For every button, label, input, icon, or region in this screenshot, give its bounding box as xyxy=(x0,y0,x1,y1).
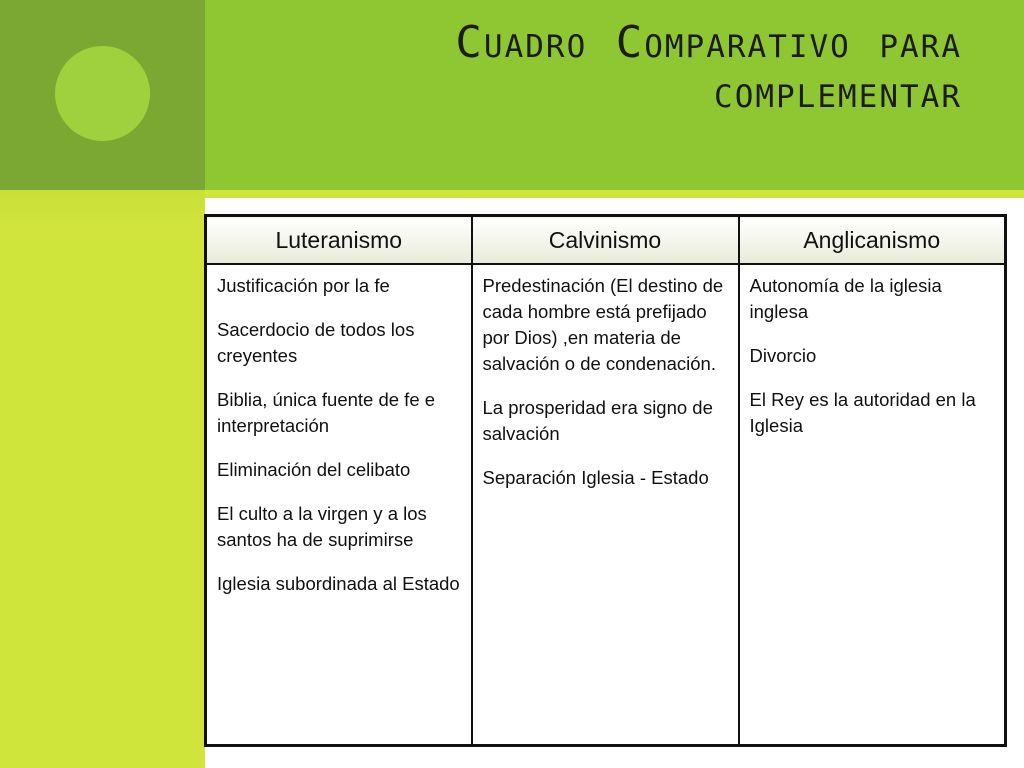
list-item: El Rey es la autoridad en la Iglesia xyxy=(749,389,976,436)
title-line-2: complementar xyxy=(714,67,962,118)
slide-title xyxy=(202,18,962,118)
header-luteranismo: Luteranismo xyxy=(206,216,472,265)
left-lime-band xyxy=(0,190,205,768)
list-item: El culto a la virgen y a los santos ha de suprimirse xyxy=(217,503,427,550)
lime-divider xyxy=(205,190,1024,198)
title-line-1: Cuadro Comparativo para xyxy=(455,17,962,68)
cell-calvinismo xyxy=(472,264,739,746)
table-header-row xyxy=(206,216,1006,265)
table-row xyxy=(206,264,1006,746)
list-item: Iglesia subordinada al Estado xyxy=(217,573,460,594)
list-item: Predestinación (El destino de cada hombre está prefijado por Dios) ,en materia de salvación o de condenación. xyxy=(482,275,724,374)
cell-anglicanismo xyxy=(739,264,1006,746)
header-anglicanismo: Anglicanismo xyxy=(739,216,1006,265)
cell-luteranismo xyxy=(206,264,472,746)
list-item: Biblia, única fuente de fe e interpretación xyxy=(217,389,436,436)
comparison-table-wrapper xyxy=(204,214,1004,747)
list-item: Justificación por la fe xyxy=(217,275,390,296)
list-item: La prosperidad era signo de salvación xyxy=(482,397,713,444)
list-item: Sacerdocio de todos los creyentes xyxy=(217,319,415,366)
list-item: Divorcio xyxy=(749,345,817,366)
header-calvinismo: Calvinismo xyxy=(472,216,739,265)
list-item: Autonomía de la iglesia inglesa xyxy=(749,275,942,322)
list-item: Eliminación del celibato xyxy=(217,459,411,480)
comparison-table xyxy=(204,214,1007,747)
decorative-circle-icon xyxy=(55,46,150,141)
list-item: Separación Iglesia - Estado xyxy=(482,467,709,488)
